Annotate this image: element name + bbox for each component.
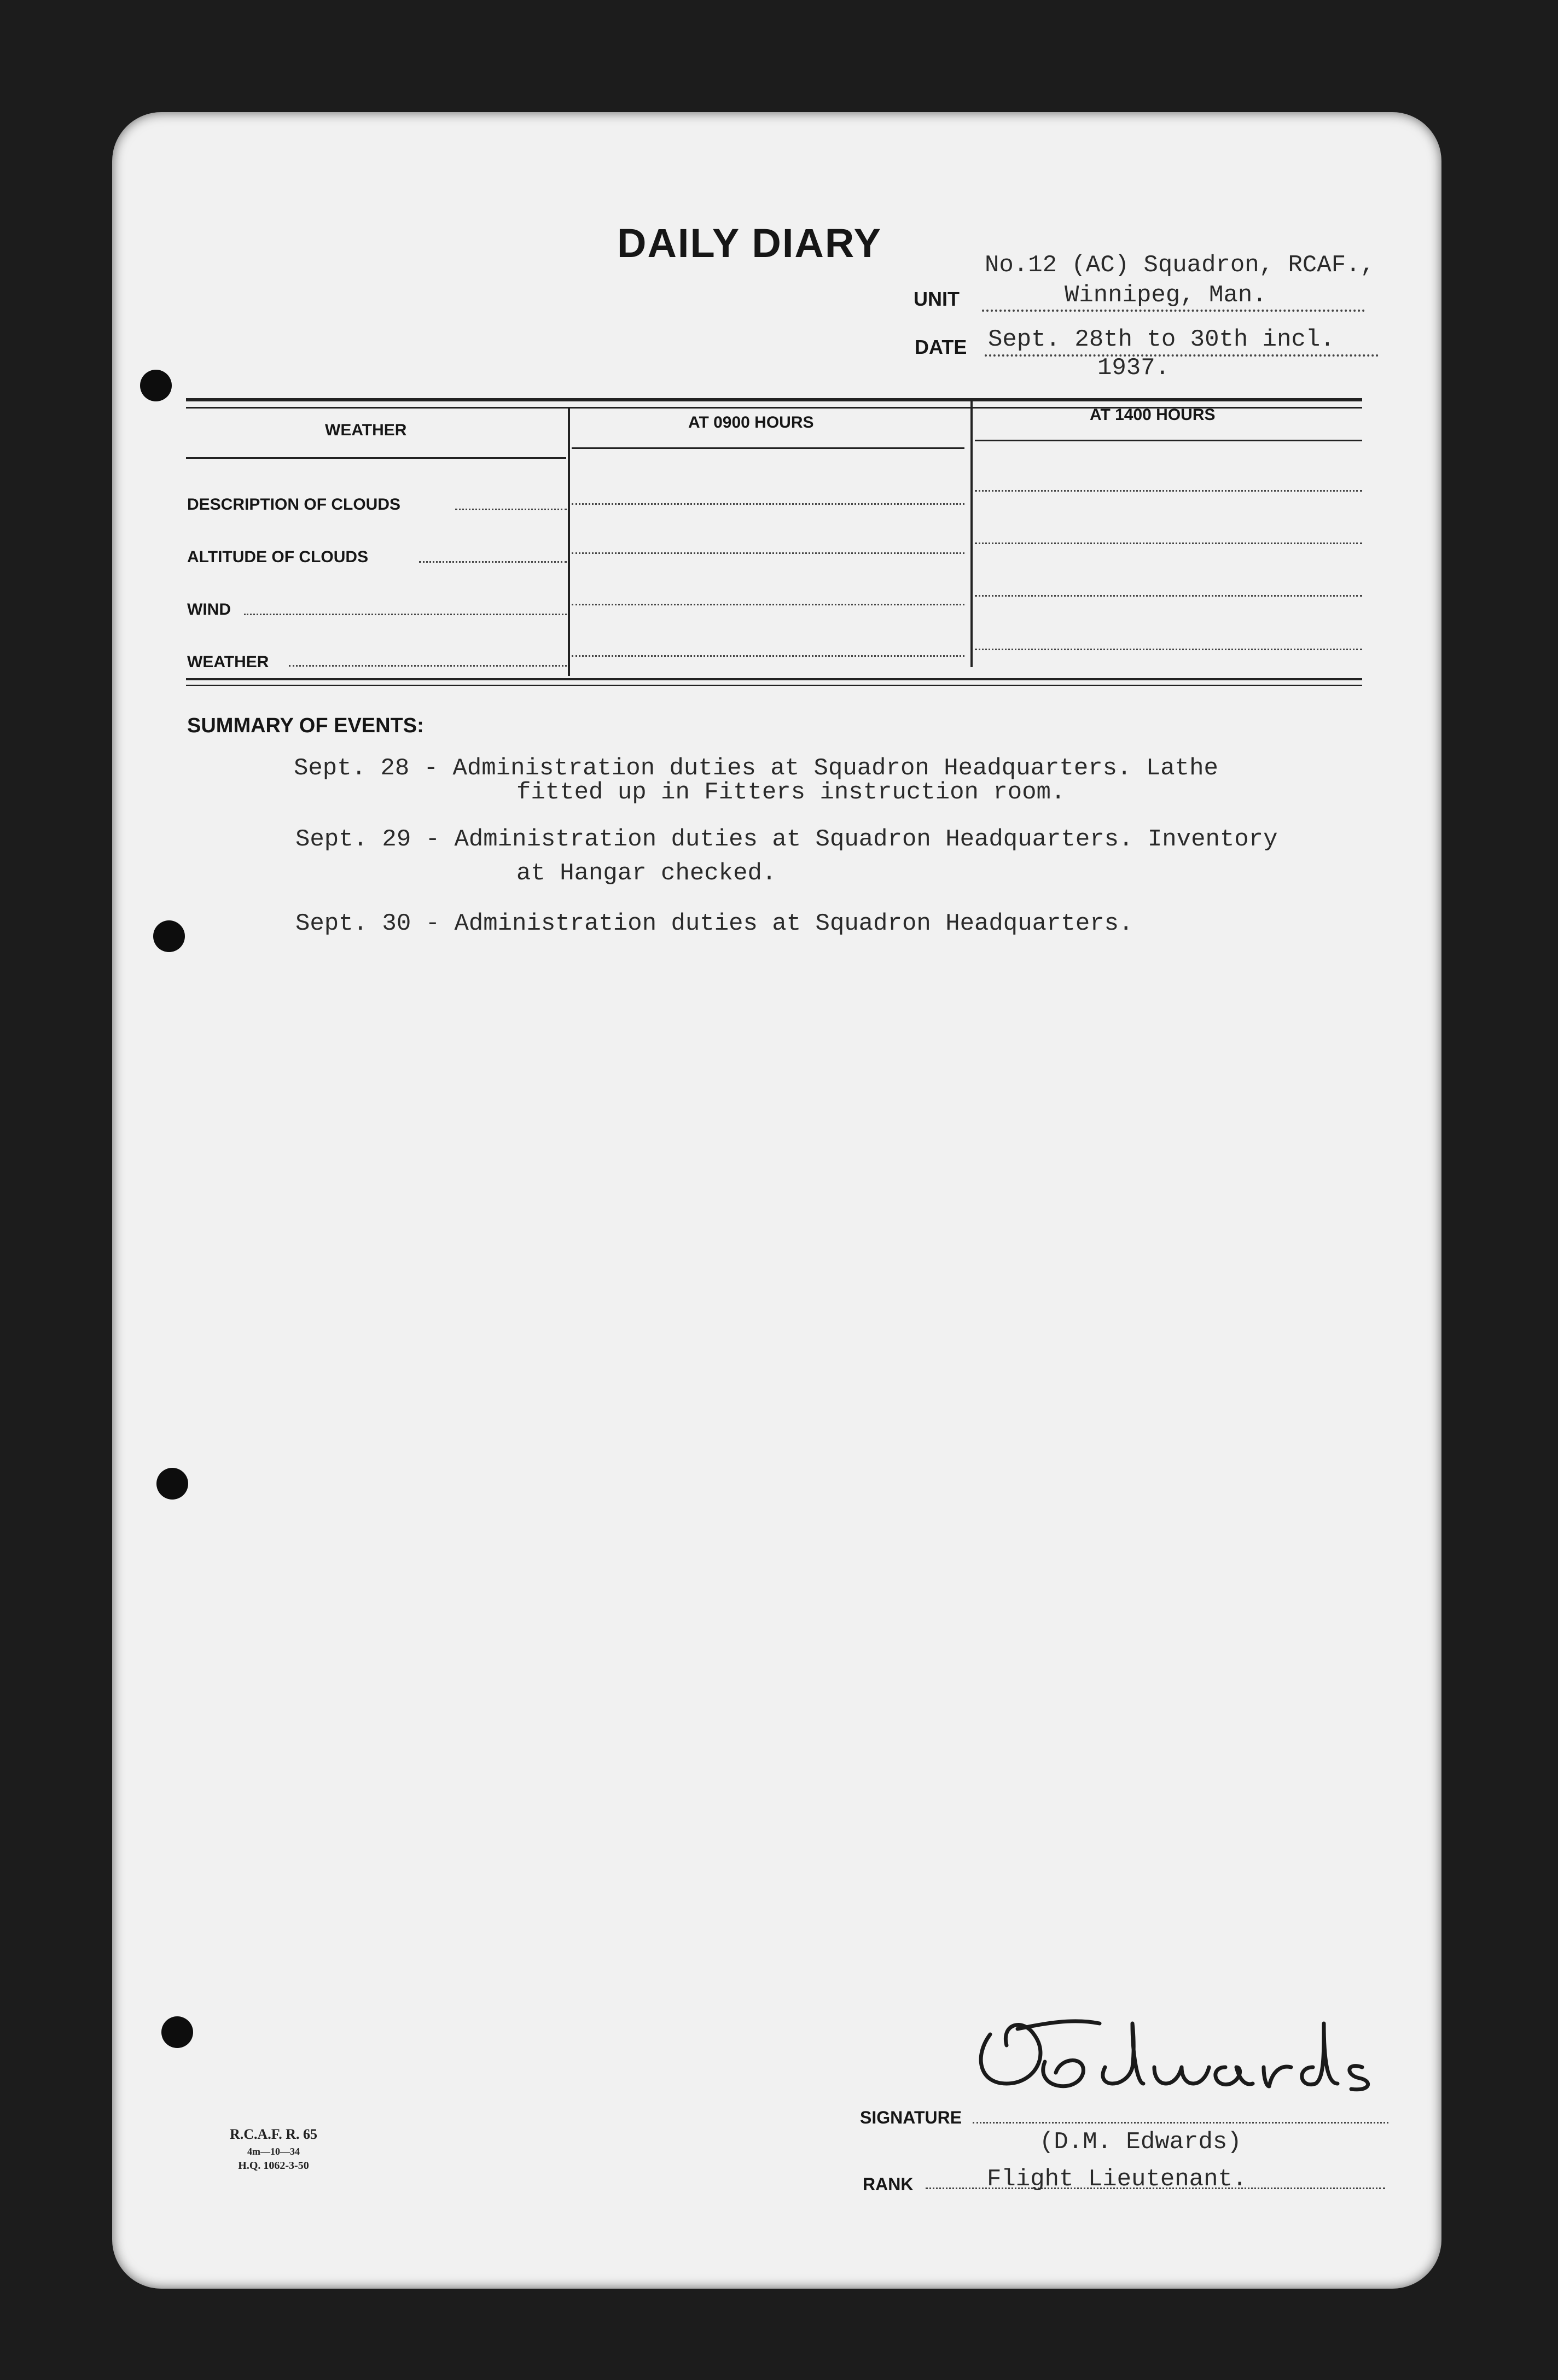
table-col-divider — [568, 408, 570, 676]
row-dots — [975, 490, 1362, 492]
form-code — [202, 2126, 345, 2172]
unit-dots — [982, 310, 1365, 312]
punch-hole — [140, 370, 172, 401]
row-wind: WIND — [187, 600, 231, 619]
table-top-rule — [186, 398, 1362, 401]
date-label: DATE — [915, 336, 967, 358]
date-dots — [985, 354, 1379, 357]
summary-entry-line: at Hangar checked. — [516, 860, 777, 887]
header-0900: AT 0900 HOURS — [688, 413, 814, 431]
summary-entry-line: Sept. 28 - Administration duties at Squadron Headquarters. Lathe — [294, 755, 1218, 782]
unit-line2: Winnipeg, Man. — [1065, 282, 1267, 309]
row-dots — [975, 595, 1362, 597]
rank-label: RANK — [863, 2174, 914, 2194]
row-weather: WEATHER — [187, 653, 269, 671]
row-dots — [419, 561, 567, 563]
punch-hole — [161, 2016, 193, 2048]
row-altitude-of-clouds: ALTITUDE OF CLOUDS — [187, 548, 369, 566]
summary-heading: SUMMARY OF EVENTS: — [187, 714, 424, 737]
row-dots — [572, 655, 964, 657]
row-description-of-clouds: DESCRIPTION OF CLOUDS — [187, 495, 401, 514]
summary-entry-line: Sept. 30 - Administration duties at Squadron Headquarters. — [295, 910, 1133, 937]
handwritten-signature — [968, 2012, 1384, 2105]
unit-line1: No.12 (AC) Squadron, RCAF., — [985, 252, 1375, 279]
table-bottom-rule-thin — [186, 685, 1362, 686]
table-col-divider — [970, 399, 973, 667]
row-dots — [455, 509, 567, 510]
form-code-line: 4m—10—34 — [247, 2146, 300, 2157]
signatory-name: (D.M. Edwards) — [1039, 2128, 1242, 2156]
header-1400: AT 1400 HOURS — [1090, 406, 1216, 424]
signature-dots — [973, 2122, 1388, 2124]
form-code-line: R.C.A.F. R. 65 — [229, 2126, 318, 2142]
punch-hole — [156, 1468, 188, 1500]
row-dots — [289, 665, 567, 667]
row-dots — [975, 542, 1362, 544]
unit-label: UNIT — [914, 288, 960, 310]
form-code-line: H.Q. 1062-3-50 — [238, 2160, 309, 2172]
row-dots — [975, 649, 1362, 650]
header-underline — [975, 440, 1362, 441]
row-dots — [572, 552, 964, 554]
diary-sheet — [112, 112, 1441, 2289]
summary-entry-line: fitted up in Fitters instruction room. — [516, 779, 1066, 806]
date-line2: 1937. — [1097, 354, 1170, 382]
table-bottom-rule — [186, 678, 1362, 680]
row-dots — [244, 614, 567, 615]
row-dots — [572, 503, 964, 505]
row-dots — [572, 604, 964, 605]
header-weather: WEATHER — [325, 421, 407, 439]
signature-label: SIGNATURE — [860, 2108, 962, 2127]
punch-hole — [153, 920, 185, 952]
date-line1: Sept. 28th to 30th incl. — [988, 326, 1335, 353]
rank-value: Flight Lieutenant. — [987, 2166, 1247, 2193]
summary-entry-line: Sept. 29 - Administration duties at Squadron Headquarters. Inventory — [295, 826, 1278, 853]
header-underline — [186, 457, 566, 459]
form-title: DAILY DIARY — [617, 220, 882, 266]
header-underline — [572, 447, 964, 449]
